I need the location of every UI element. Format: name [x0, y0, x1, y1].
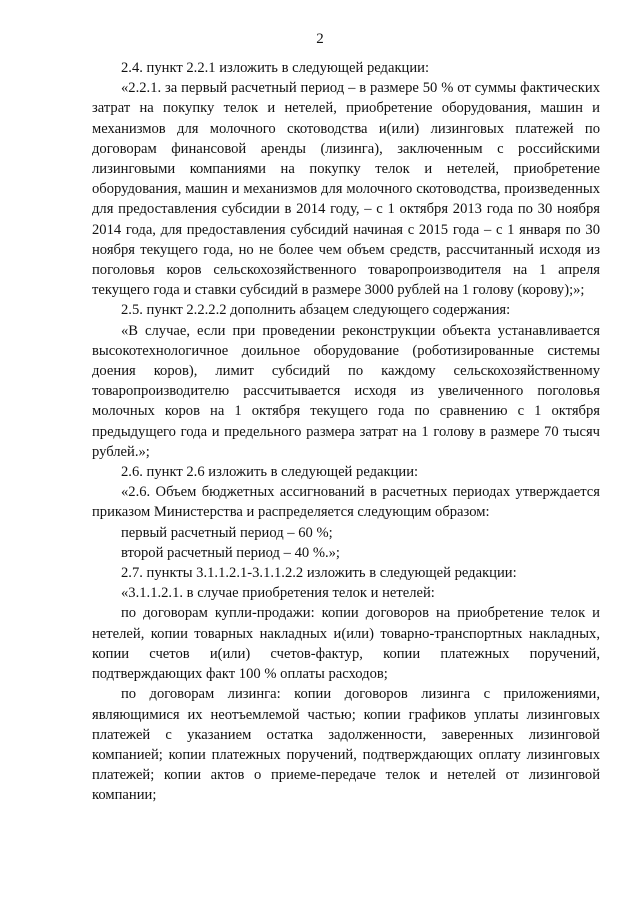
paragraph-2-6-volume: «2.6. Объем бюджетных ассигнований в расчетных периодах утверждается приказом Министерства и распределяется следующим образом:: [92, 484, 600, 521]
paragraph-first-period: первый расчетный период – 60 %;: [121, 524, 333, 541]
paragraph-2-7: 2.7. пункты 3.1.1.2.1-3.1.1.2.2 изложить в следующей редакции:: [121, 565, 517, 582]
paragraph-2-4: 2.4. пункт 2.2.1 изложить в следующей редакции:: [121, 60, 430, 76]
paragraph-reconstruction: «В случае, если при проведении реконструкции объекта устанавливается высокотехнологичное доильное оборудование (роботизированные системы доения коров), лимит субсидий по каждому сельскохозяйственному товаропроизводителю рассчитывается исходя из увеличенного поголовья молочных коров на 1 октября текущего года по сравнению с 1 октября предыдущего года и предельного размера затрат на 1 голову в размере 70 тысяч рублей.»;: [92, 322, 600, 460]
paragraph-second-period: второй расчетный период – 40 %.»;: [121, 544, 340, 561]
paragraph-purchase-contracts: по договорам купли-продажи: копии договоров на приобретение телок и нетелей, копии товарных накладных и(или) товарно-транспортных накладных, копии счетов и(или) счетов-фактур, копии платежных поручений, подтверждающих факт 100 % оплаты расходов;: [92, 605, 600, 683]
paragraph-2-2-1: «2.2.1. за первый расчетный период – в размере 50 % от суммы фактических затрат на покупку телок и нетелей, приобретение оборудования, машин и механизмов для молочного скотоводства и(или) лизинговых платежей по договорам финансовой аренды (лизинга), заключенным с российскими лизинговыми компаниями на покупку телок и нетелей, приобретение оборудования, машин и механизмов для молочного скотоводства, произведенных для предоставления субсидии в 2014 году, – с 1 октября 2013 года по 30 ноября 2014 года, для предоставления субсидий начиная с 2015 года – с 1 января по 30 ноября текущего года, но не более чем объем средств, рассчитанный исходя из поголовья коров сельскохозяйственного товаропроизводителя на 1 апреля текущего года и ставки субсидий в размере 3000 рублей на 1 голову (корову);»;: [92, 80, 600, 299]
document-body: [92, 58, 600, 806]
paragraph-2-5: 2.5. пункт 2.2.2.2 дополнить абзацем следующего содержания:: [121, 302, 511, 319]
paragraph-leasing-contracts: по договорам лизинга: копии договоров лизинга с приложениями, являющимися их неотъемлемой частью; копии графиков уплаты лизинговых платежей с указанием остатка задолженности, заверенных лизинговой компанией; копии платежных поручений, подтверждающих оплату лизинговых платежей; копии актов о приеме-передаче телок и нетелей от лизинговой компании;: [92, 686, 600, 804]
page-number: 2: [316, 31, 324, 47]
paragraph-2-6: 2.6. пункт 2.6 изложить в следующей редакции:: [121, 464, 419, 481]
paragraph-3-1-1-2-1: «3.1.1.2.1. в случае приобретения телок и нетелей:: [121, 585, 435, 602]
